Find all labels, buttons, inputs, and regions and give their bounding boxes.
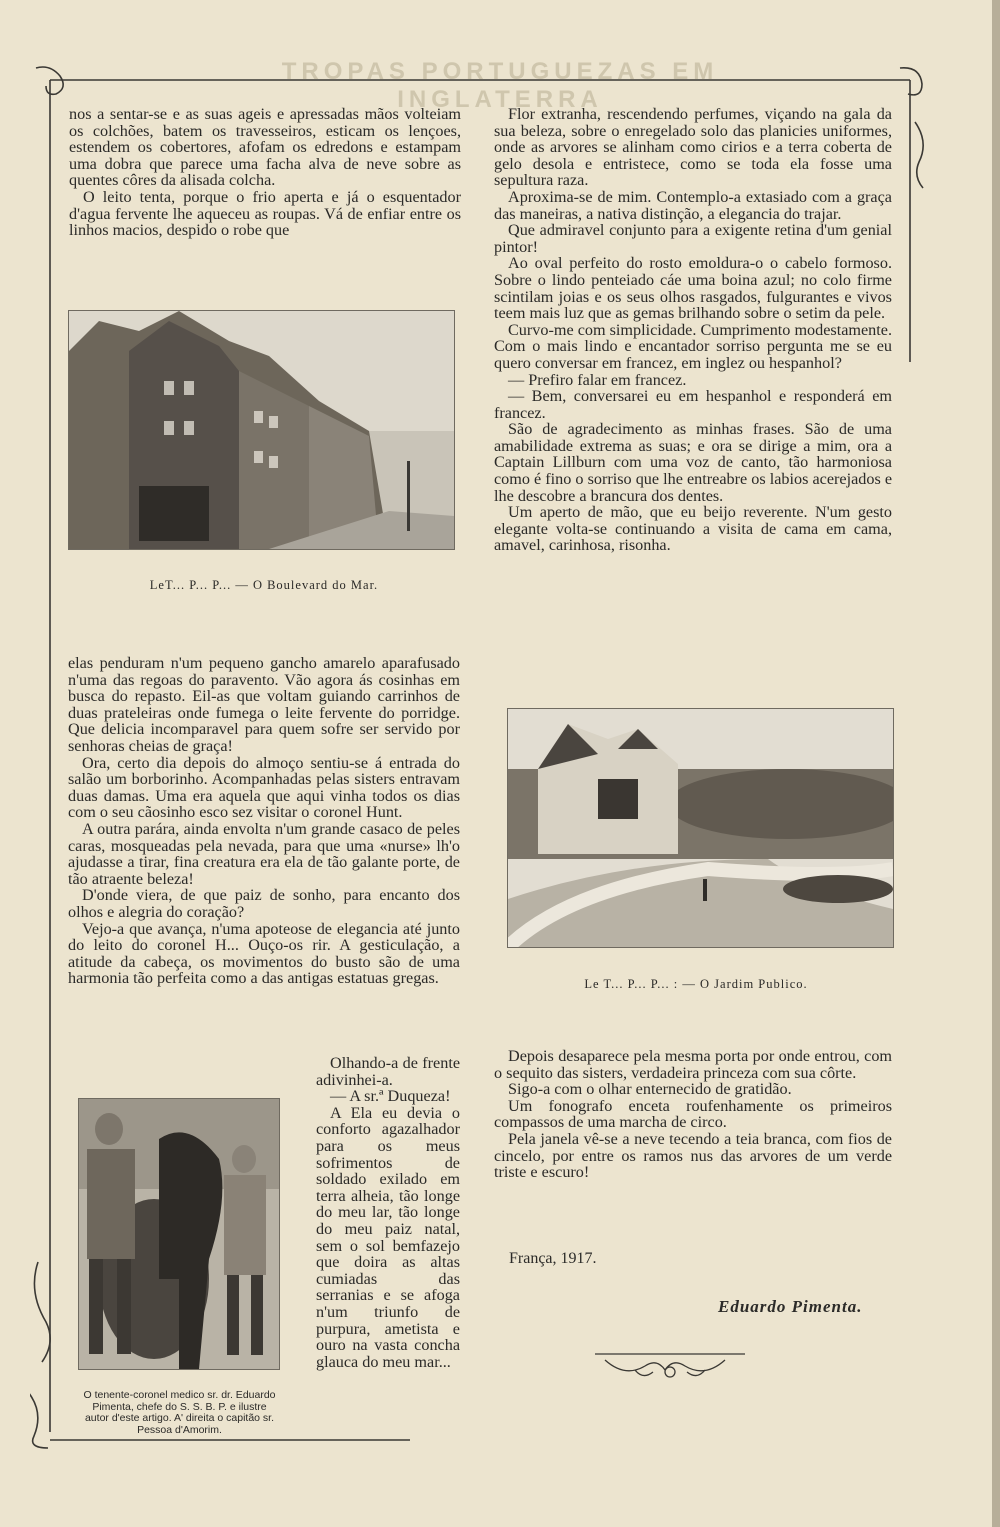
left-column-middle-text: [68, 655, 460, 987]
paragraph: D'onde viera, de que paiz de sonho, para encanto dos olhos e alegria do coração?: [68, 886, 460, 921]
right-column-top-text: [494, 106, 892, 554]
paragraph: São de agradecimento as minhas frases. São de uma amabilidade extrema as suas; e ora se dirige a mim, ora a Captain Lillburn com uma voz de canto, tão harmoniosa como é fino o sorriso que lhe entreabre os labios acerejados e lhe descobre a brancura dos dentes.: [494, 420, 892, 505]
paragraph: Ao oval perfeito do rosto emoldura-o o cabelo formoso. Sobre o lindo penteiado cáe uma boina azul; no colo firme scintilam joias e os seus olhos rasgados, fulgurantes e vivos teem mais luz que as gemas brilhando sobre o setim da pele.: [494, 254, 892, 323]
right-column-bottom-text: [494, 1048, 892, 1181]
paragraph: A outra parára, ainda envolta n'um grande casaco de peles caras, mosqueadas pela nevada, para que uma «nurse» lh'o ajudasse a tirar, fina creatura era ela de tão galante porte, de tão atraente beleza!: [68, 819, 460, 888]
portrait-caption: O tenente-coronel medico sr. dr. Eduardo Pimenta, chefe do S. S. B. P. e ilustre autor d'este artigo. A' direita o capitão sr. Pessoa d'Amorim.: [83, 1389, 276, 1436]
boulevard-photo: [68, 310, 455, 550]
paragraph: — Bem, conversarei eu em hespanhol e responderá em francez.: [494, 387, 892, 422]
paragraph: Um aperto de mão, que eu beijo reverente. N'um gesto elegante volta-se continuando a visita de cama em cama, amavel, carinhosa, risonha.: [494, 503, 892, 555]
paragraph: Que admiravel conjunto para a exigente retina d'um genial pintor!: [494, 221, 892, 256]
paragraph: Pela janela vê-se a neve tecendo a teia branca, com fios de cincelo, por entre os ramos nus das arvores de um verde triste e escuro!: [494, 1129, 892, 1182]
paragraph: Depois desaparece pela mesma porta por onde entrou, com o sequito das sisters, verdadeira princeza com sua côrte.: [494, 1047, 892, 1082]
paragraph: Vejo-a que avança, n'uma apoteose de elegancia até junto do leito do coronel H... Ouço-os rir. A gesticulação, a atitude da cabeça, os movimentos do busto são de uma harmonia tão perfeita como a das antigas estatuas gregas.: [68, 919, 460, 988]
paragraph: elas penduram n'um pequeno gancho amarelo aparafusado n'uma das regoas do paravento. Vão agora ás cosinhas em busca do repasto. Eil-as que voltam guiando carrinhos de duas prateleiras onde fumega o leite fervente do porridge. Que delicia incomparavel para quem sofre ser servido por senhoras cheias de graça!: [68, 654, 460, 755]
public-garden-photo-caption: Le T... P... P... : — O Jardim Publico.: [584, 977, 808, 991]
place-and-date: França, 1917.: [509, 1250, 597, 1267]
paragraph: nos a sentar-se e as suas ageis e apressadas mãos volteiam os colchões, batem os travesseiros, esticam os lençoes, estendem os cobertores, afofam os edredons e estampam uma dobra que parece uma facha alva de neve sobre as quentes côres da alisada colcha.: [69, 105, 461, 190]
paragraph: O leito tenta, porque o frio aperta e já o esquentador d'agua fervente lhe aqueceu as roupas. Vá de enfiar entre os linhos macios, despido o robe que: [69, 187, 461, 240]
paragraph: Aproxima-se de mim. Contemplo-a extasiado com a graça das maneiras, a nativa distinção, a elegancia do trajar.: [494, 187, 892, 223]
paragraph: Ora, certo dia depois do almoço sentiu-se á entrada do salão um borborinho. Acompanhadas pelas sisters entravam duas damas. Uma era aquela que aqui vinha todos os dias com o seu cãosinho esco sez visitar o coronel Hunt.: [68, 753, 460, 822]
left-column-top-text: [69, 106, 461, 239]
running-title: TROPAS PORTUGUEZAS EM INGLATERRA: [281, 58, 719, 113]
paragraph: Olhando-a de frente adivinhei-a.: [316, 1054, 460, 1089]
paragraph: Flor extranha, rescendendo perfumes, viçando na gala da sua beleza, sobre o enregelado solo das planicies uniformes, onde as arvores se alinham como cirios e a terra coberta de gelo desola e entristece, como se toda ela fosse uma sepultura raza.: [494, 105, 892, 190]
paragraph: — A sr.ª Duqueza!: [330, 1087, 451, 1106]
page-edge-shadow: [992, 0, 1000, 1527]
paragraph: A Ela eu devia o conforto agazalhador para os meus sofrimentos de soldado exilado em terra alheia, tão longe do meu lar, tão longe do meu paiz natal, sem o sol bemfazejo que doira as altas cumiadas das serranias e se afoga n'um triunfo de purpura, ametista e ouro na vasta concha glauca do meu mar...: [316, 1103, 460, 1371]
public-garden-photo: [507, 708, 894, 948]
narrow-text-column: [316, 1055, 460, 1370]
officers-portrait-photo: [78, 1098, 280, 1370]
paragraph: Um fonografo enceta roufenhamente os primeiros compassos de uma marcha de circo.: [494, 1096, 892, 1132]
paragraph: — Prefiro falar em francez.: [508, 370, 687, 389]
boulevard-photo-caption: LeT... P... P... — O Boulevard do Mar.: [149, 578, 379, 592]
author-signature: Eduardo Pimenta.: [718, 1297, 863, 1316]
paragraph: Curvo-me com simplicidade. Cumprimento modestamente. Com o mais lindo e encantador sorriso pergunta me se eu quero conversar em francez, em inglez ou hespanhol?: [494, 320, 892, 372]
paragraph: Sigo-a com o olhar enternecido de gratidão.: [508, 1080, 792, 1099]
